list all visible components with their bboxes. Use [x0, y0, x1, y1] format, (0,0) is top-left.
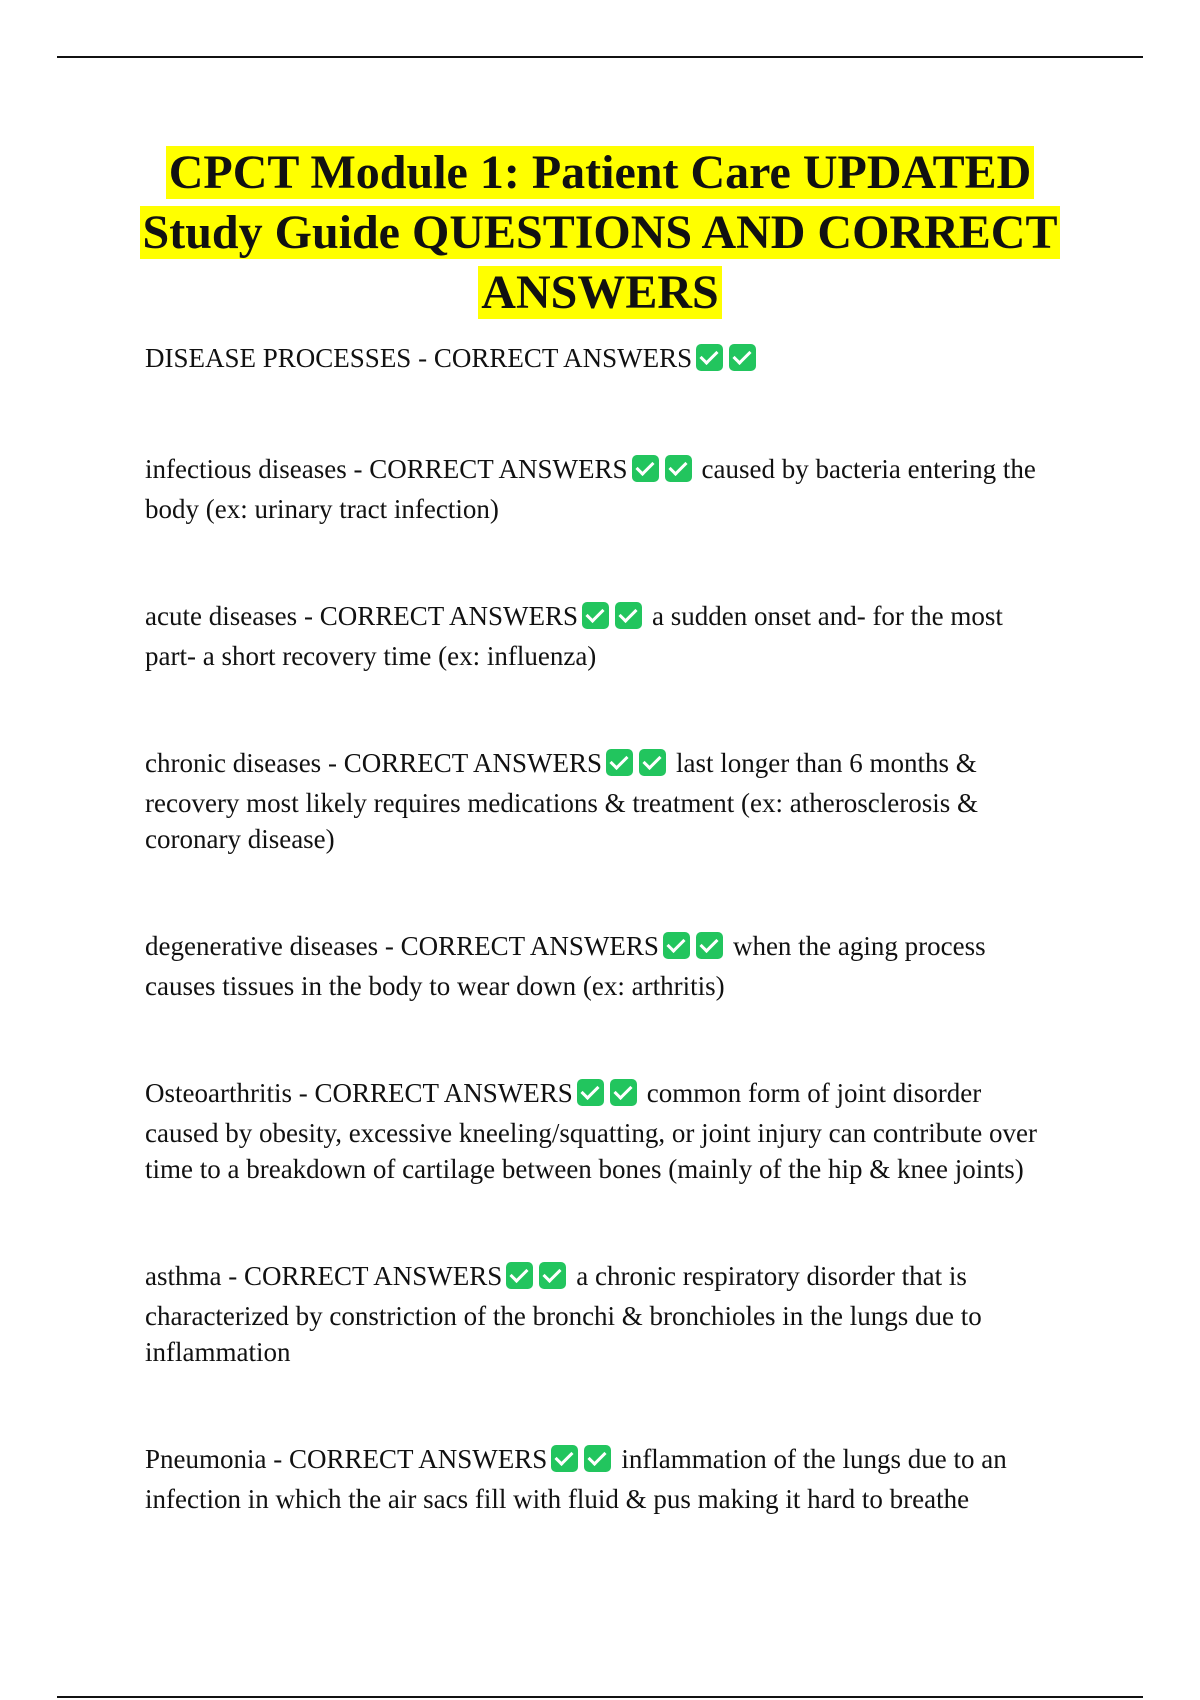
- entry-item: chronic diseases - CORRECT ANSWERS last longer than 6 months & recovery most likely requires medications & treatment (ex: atherosclerosis & coronary disease): [145, 748, 978, 854]
- correct-answers-label: CORRECT ANSWERS: [433, 343, 693, 373]
- entry-term: chronic diseases: [145, 748, 322, 778]
- entry-item: Pneumonia - CORRECT ANSWERS inflammation of the lungs due to an infection in which the air sacs fill with fluid & pus making it hard to breathe: [145, 1444, 1007, 1514]
- entry-item: DISEASE PROCESSES - CORRECT ANSWERS: [145, 340, 1060, 380]
- entry-answer: a chronic respiratory disorder that is characterized by constriction of the bronchi & bronchioles in the lungs due to inflammation: [145, 1261, 982, 1367]
- entry-term: degenerative diseases: [145, 931, 379, 961]
- check-box-icon: [729, 344, 756, 371]
- entry-item: acute diseases - CORRECT ANSWERS a sudden onset and- for the most part- a short recovery time (ex: influenza): [145, 601, 1003, 671]
- document-body: [145, 340, 1060, 1588]
- check-box-icon: [610, 1079, 637, 1106]
- check-box-icon: [606, 749, 633, 776]
- entry-term: infectious diseases: [145, 454, 347, 484]
- bottom-rule: [57, 1696, 1143, 1698]
- check-group: [663, 932, 729, 968]
- check-box-icon: [577, 1079, 604, 1106]
- entry-answer: common form of joint disorder caused by obesity, excessive kneeling/squatting, or joint injury can contribute over time to a breakdown of cartilage between bones (mainly of the hip & knee joints): [145, 1078, 1038, 1184]
- check-group: [632, 455, 698, 491]
- correct-answers-label: CORRECT ANSWERS: [343, 748, 602, 778]
- check-group: [577, 1079, 643, 1115]
- check-box-icon: [584, 1445, 611, 1472]
- correct-answers-label: CORRECT ANSWERS: [319, 601, 578, 631]
- entry-item: asthma - CORRECT ANSWERS a chronic respiratory disorder that is characterized by constriction of the bronchi & bronchioles in the lungs due to inflammation: [145, 1261, 982, 1367]
- correct-answers-label: CORRECT ANSWERS: [289, 1444, 548, 1474]
- entry-answer: caused by bacteria entering the body (ex: urinary tract infection): [145, 454, 1036, 524]
- check-group: [582, 602, 648, 638]
- check-box-icon: [506, 1262, 533, 1289]
- check-group: [506, 1262, 572, 1298]
- entry-term: Osteoarthritis: [145, 1078, 292, 1108]
- entry-answer: a sudden onset and- for the most part- a short recovery time (ex: influenza): [145, 601, 1003, 671]
- check-group: [696, 344, 762, 380]
- entry-term: DISEASE PROCESSES: [145, 343, 412, 373]
- entry-term: asthma: [145, 1261, 222, 1291]
- entry-item: infectious diseases - CORRECT ANSWERS caused by bacteria entering the body (ex: urinary tract infection): [145, 454, 1036, 524]
- check-group: [551, 1445, 617, 1481]
- check-group: [606, 749, 672, 785]
- entry-term: Pneumonia: [145, 1444, 267, 1474]
- check-box-icon: [582, 602, 609, 629]
- title-block: [120, 143, 1080, 323]
- correct-answers-label: CORRECT ANSWERS: [400, 931, 659, 961]
- check-box-icon: [696, 344, 723, 371]
- correct-answers-label: CORRECT ANSWERS: [243, 1261, 503, 1291]
- check-box-icon: [665, 455, 692, 482]
- check-box-icon: [632, 455, 659, 482]
- entry-answer: inflammation of the lungs due to an infection in which the air sacs fill with fluid & pus making it hard to breathe: [145, 1444, 1007, 1514]
- entry-answer: when the aging process causes tissues in the body to wear down (ex: arthritis): [145, 931, 986, 1001]
- entry-item: Osteoarthritis - CORRECT ANSWERS common form of joint disorder caused by obesity, excessive kneeling/squatting, or joint injury can contribute over time to a breakdown of cartilage between bones (mainly of the hip & knee joints): [145, 1078, 1038, 1184]
- entry-item: degenerative diseases - CORRECT ANSWERS when the aging process causes tissues in the body to wear down (ex: arthritis): [145, 931, 986, 1001]
- check-box-icon: [615, 602, 642, 629]
- correct-answers-label: CORRECT ANSWERS: [369, 454, 628, 484]
- check-box-icon: [551, 1445, 578, 1472]
- top-rule: [57, 56, 1143, 58]
- document-title: CPCT Module 1: Patient Care UPDATED Study Guide QUESTIONS AND CORRECT ANSWERS: [140, 146, 1061, 319]
- correct-answers-label: CORRECT ANSWERS: [314, 1078, 573, 1108]
- check-box-icon: [539, 1262, 566, 1289]
- entry-answer: last longer than 6 months & recovery most likely requires medications & treatment (ex: atherosclerosis & coronary disease): [145, 748, 978, 854]
- check-box-icon: [696, 932, 723, 959]
- check-box-icon: [639, 749, 666, 776]
- entry-term: acute diseases: [145, 601, 298, 631]
- check-box-icon: [663, 932, 690, 959]
